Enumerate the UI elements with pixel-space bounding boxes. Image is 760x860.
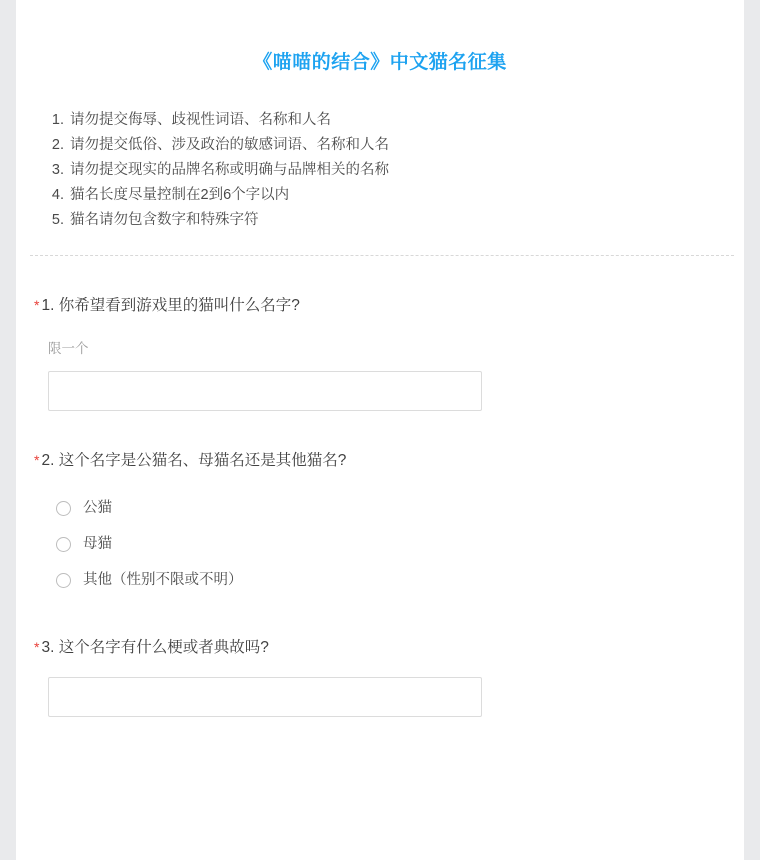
question-1-hint: 限一个 [48, 341, 89, 356]
question-2-title [30, 449, 730, 472]
question-3 [30, 598, 730, 717]
page-title: 《喵喵的结合》中文猫名征集 [253, 52, 507, 73]
list-item: 3. 请勿提交现实的品牌名称或明确与品牌相关的名称 [68, 158, 734, 183]
required-asterisk: * [34, 639, 40, 655]
radio-circle-icon[interactable] [56, 573, 71, 588]
spacer [30, 659, 730, 663]
question-2-number: 2. [41, 452, 55, 469]
option-label: 公猫 [83, 500, 112, 516]
radio-circle-icon[interactable] [56, 537, 71, 552]
radio-option-female[interactable] [30, 526, 730, 562]
list-item: 1. 请勿提交侮辱、歧视性词语、名称和人名 [68, 108, 734, 133]
question-1 [30, 256, 730, 411]
question-1-text: 你希望看到游戏里的猫叫什么名字? [58, 297, 300, 314]
question-1-input[interactable] [48, 371, 482, 411]
question-2 [30, 411, 730, 598]
notice-list [30, 108, 734, 233]
list-item: 5. 猫名请勿包含数字和特殊字符 [68, 208, 734, 233]
question-3-title [30, 636, 730, 659]
question-1-title [30, 294, 730, 317]
question-3-input[interactable] [48, 677, 482, 717]
notice-block [30, 80, 734, 256]
question-2-options [30, 490, 730, 598]
required-asterisk: * [34, 297, 40, 313]
question-2-text: 这个名字是公猫名、母猫名还是其他猫名? [58, 452, 347, 469]
radio-circle-icon[interactable] [56, 501, 71, 516]
list-item: 4. 猫名长度尽量控制在2到6个字以内 [68, 183, 734, 208]
radio-option-male[interactable] [30, 490, 730, 526]
option-label: 其他（性别不限或不明） [83, 572, 243, 588]
questions-container [16, 256, 744, 717]
radio-option-other[interactable] [30, 562, 730, 598]
question-3-number: 3. [41, 639, 55, 656]
list-item: 2. 请勿提交低俗、涉及政治的敏感词语、名称和人名 [68, 133, 734, 158]
question-3-text: 这个名字有什么梗或者典故吗? [58, 639, 269, 656]
question-1-number: 1. [41, 297, 55, 314]
required-asterisk: * [34, 452, 40, 468]
survey-page [16, 0, 744, 860]
option-label: 母猫 [83, 536, 112, 552]
